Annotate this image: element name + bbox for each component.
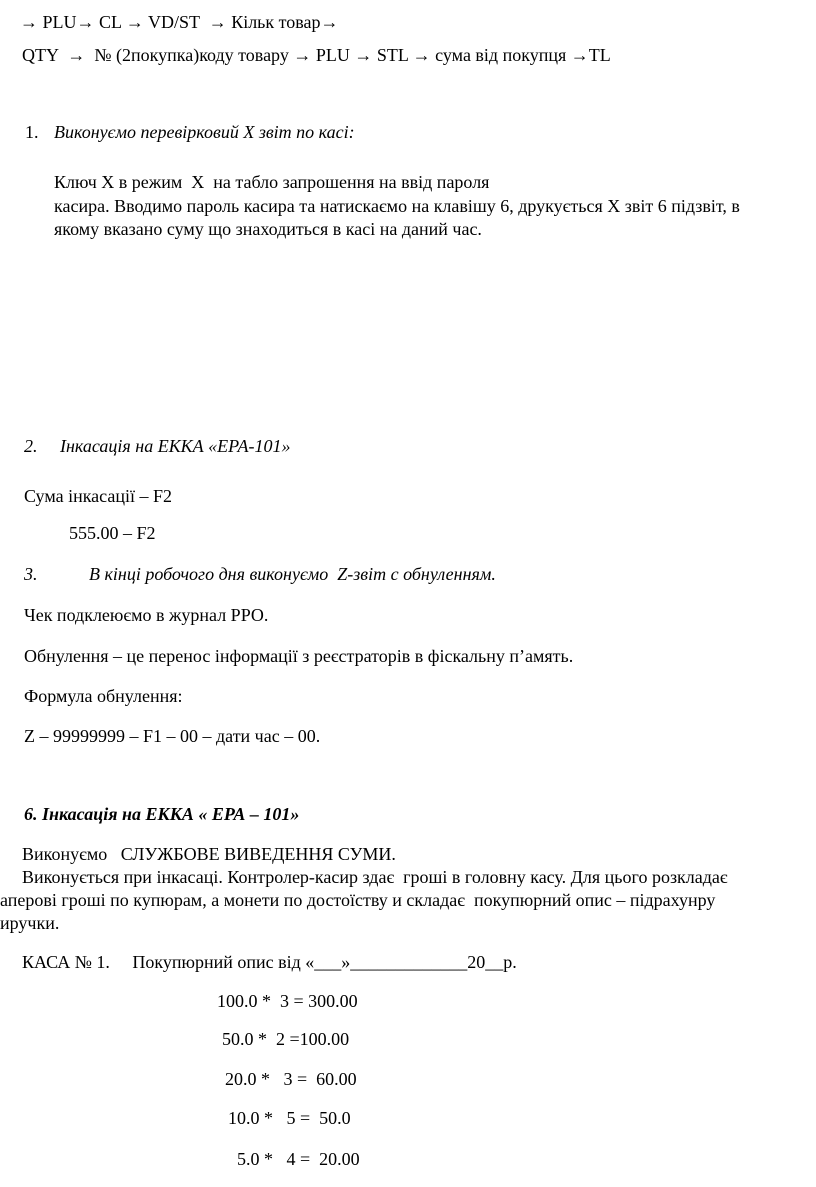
receipt-journal-line: Чек подклеюємо в журнал РРО. bbox=[24, 605, 269, 625]
cash-desk-inventory-header: КАСА № 1. Покупюрний опис від «___»_____________20__р. bbox=[22, 952, 517, 972]
item-2-heading: Інкасація на ЕККА «ЕРА-101» bbox=[60, 436, 291, 456]
item-1-number: 1. bbox=[25, 122, 39, 142]
item-1-heading: Виконуємо перевірковий X звіт по касі: bbox=[54, 122, 355, 142]
reset-formula: Z – 99999999 – F1 – 00 – дати час – 00. bbox=[24, 726, 321, 746]
service-withdrawal-line: Виконуємо СЛУЖБОВЕ ВИВЕДЕННЯ СУМИ. bbox=[22, 844, 396, 864]
denomination-row: 10.0 * 5 = 50.0 bbox=[228, 1108, 351, 1128]
denomination-row: 50.0 * 2 =100.00 bbox=[222, 1029, 350, 1049]
section-6-heading: 6. Інкасація на ЕККА « ЕРА – 101» bbox=[24, 804, 300, 824]
reset-definition-line: Обнулення – це перенос інформації з реєстраторів в фіскальну п’амять. bbox=[24, 646, 574, 666]
paragraph-x-report-line-2: касира. Вводимо пароль касира та натискаємо на клавішу 6, друкується X звіт 6 підзвіт, в bbox=[54, 196, 740, 216]
key-sequence-line-2: QTY → № (2покупка)коду товару → PLU → STL → сума від покупця →TL bbox=[22, 45, 611, 65]
collection-amount-line: 555.00 – F2 bbox=[69, 523, 156, 543]
key-sequence-line-1: → PLU→ CL → VD/ST → Кільк товар→ bbox=[20, 12, 339, 32]
collection-paragraph-line-1: Виконується при інкасаці. Контролер-касир здає гроші в головну касу. Для цього розкладає bbox=[22, 867, 728, 887]
denomination-row: 5.0 * 4 = 20.00 bbox=[237, 1149, 360, 1169]
collection-paragraph-line-2: аперові гроші по купюрам, а монети по достоїству и складає покупюрний опис – підрахунру bbox=[0, 890, 716, 910]
collection-paragraph-line-3: иручки. bbox=[0, 913, 60, 933]
paragraph-x-report-line-1: Ключ X в режим X на табло запрошення на ввід пароля bbox=[54, 172, 490, 192]
paragraph-x-report-line-3: якому вказано суму що знаходиться в касі на даний час. bbox=[54, 219, 482, 239]
item-3-heading: В кінці робочого дня виконуємо Z-звіт с обнуленням. bbox=[89, 564, 496, 584]
item-3-number: 3. bbox=[24, 564, 38, 584]
item-2-number: 2. bbox=[24, 436, 38, 456]
collection-sum-line: Сума інкасації – F2 bbox=[24, 486, 173, 506]
reset-formula-label: Формула обнулення: bbox=[24, 686, 183, 706]
denomination-row: 20.0 * 3 = 60.00 bbox=[225, 1069, 357, 1089]
denomination-row: 100.0 * 3 = 300.00 bbox=[217, 991, 358, 1011]
